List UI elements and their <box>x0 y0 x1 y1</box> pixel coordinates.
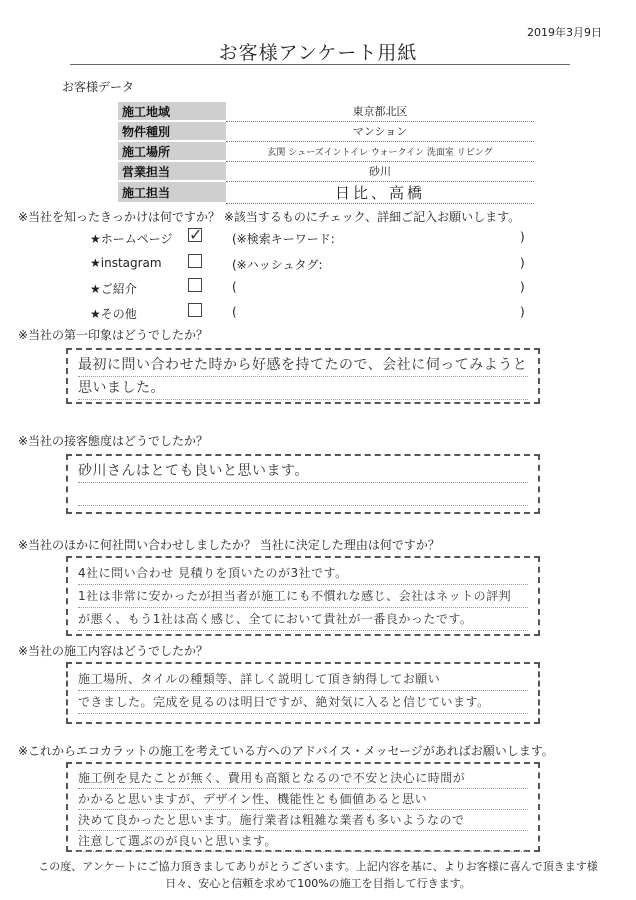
answer-box-service-attitude <box>66 454 540 514</box>
question-1: ※当社を知ったきっかけは何ですか？ ※該当するものにチェック、詳細ご記入お願いします。 <box>18 210 521 224</box>
answer-box-advice <box>66 762 540 852</box>
question-3: ※当社の接客態度はどうでしたか？ <box>18 434 209 448</box>
answer-line: 注意して選ぶのが良いと思います。 <box>78 831 528 852</box>
table-row <box>118 141 534 161</box>
option-checkbox[interactable] <box>188 278 202 292</box>
option-detail: (※ハッシュタグ: <box>232 258 323 272</box>
option-close-paren: ) <box>520 280 525 294</box>
option-checkbox[interactable] <box>188 254 202 268</box>
option-label: ★その他 <box>90 307 137 321</box>
footer-line: この度、アンケートにご協力頂きましてありがとうございます。上記内容を基に、よりお客様に喜んで頂きます様 <box>38 860 598 873</box>
check-mark-icon: ✓ <box>189 225 203 244</box>
row-value: 玄関 シューズイントイレ ウォークイン 洗面室 リビング <box>226 141 534 161</box>
title-underline <box>70 64 570 65</box>
answer-line: 4社に問い合わせ 見積りを頂いたのが3社です。 <box>78 562 528 585</box>
option-detail: ( <box>232 280 237 294</box>
table-row <box>118 161 534 181</box>
row-label: 営業担当 <box>118 161 226 181</box>
row-value: 東京都北区 <box>226 102 534 121</box>
answer-line: 決めて良かったと思います。施行業者は粗雑な業者も多いようなので <box>78 810 528 831</box>
option-detail: ( <box>232 305 237 319</box>
answer-line <box>78 483 528 506</box>
page-title: お客様アンケート用紙 <box>218 42 418 64</box>
question-6: ※これからエコカラットの施工を考えている方へのアドバイス・メッセージがあればお願いします。 <box>18 744 554 758</box>
question-5: ※当社の施工内容はどうでしたか？ <box>18 644 209 658</box>
answer-line: 思いました。 <box>78 377 528 400</box>
row-value: マンション <box>226 121 534 141</box>
row-label: 施工地域 <box>118 102 226 121</box>
row-label: 物件種別 <box>118 121 226 141</box>
option-label: ★instagram <box>90 256 162 270</box>
answer-box-other-companies <box>66 556 540 636</box>
option-close-paren: ) <box>520 230 525 244</box>
customer-data-table <box>118 102 534 204</box>
row-label: 施工場所 <box>118 141 226 161</box>
footer-line: 日々、安心と信頼を求めて100%の施工を目指して行きます。 <box>165 877 471 890</box>
option-close-paren: ) <box>520 305 525 319</box>
survey-date: 2019年3月9日 <box>527 26 602 39</box>
option-label: ★ホームページ <box>90 232 173 246</box>
table-row <box>118 102 534 121</box>
option-checkbox[interactable] <box>188 303 202 317</box>
option-close-paren: ) <box>520 256 525 270</box>
answer-line: 施工場所、タイルの種類等、詳しく説明して頂き納得してお願い <box>78 668 528 691</box>
customer-data-heading: お客様データ <box>62 80 135 94</box>
answer-box-work-content <box>66 662 540 724</box>
answer-line: が悪く、もう1社は高く感じ、全てにおいて貴社が一番良かったです。 <box>78 608 528 631</box>
question-4: ※当社のほかに何社問い合わせしましたか？ 当社に決定した理由は何ですか？ <box>18 538 440 552</box>
row-label: 施工担当 <box>118 181 226 203</box>
answer-line: かかると思いますが、デザイン性、機能性とも価値あると思い <box>78 789 528 810</box>
question-2: ※当社の第一印象はどうでしたか？ <box>18 328 209 342</box>
answer-line: 最初に問い合わせた時から好感を持てたので、会社に伺ってみようと <box>78 354 528 377</box>
footer-message <box>0 858 636 892</box>
answer-box-first-impression <box>66 348 540 404</box>
table-row <box>118 121 534 141</box>
option-detail: (※検索キーワード: <box>232 232 335 246</box>
option-label: ★ご紹介 <box>90 282 137 296</box>
table-row <box>118 181 534 203</box>
row-value-handwritten: 日比、高橋 <box>226 181 534 203</box>
answer-line: できました。完成を見るのは明日ですが、絶対気に入ると信じています。 <box>78 691 528 714</box>
answer-line: 1社は非常に安かったが担当者が施工にも不慣れな感じ、会社はネットの評判 <box>78 585 528 608</box>
answer-line: 施工例を見たことが無く、費用も高額となるので不安と決心に時間が <box>78 768 528 789</box>
row-value: 砂川 <box>226 161 534 181</box>
answer-line: 砂川さんはとても良いと思います。 <box>78 460 528 483</box>
